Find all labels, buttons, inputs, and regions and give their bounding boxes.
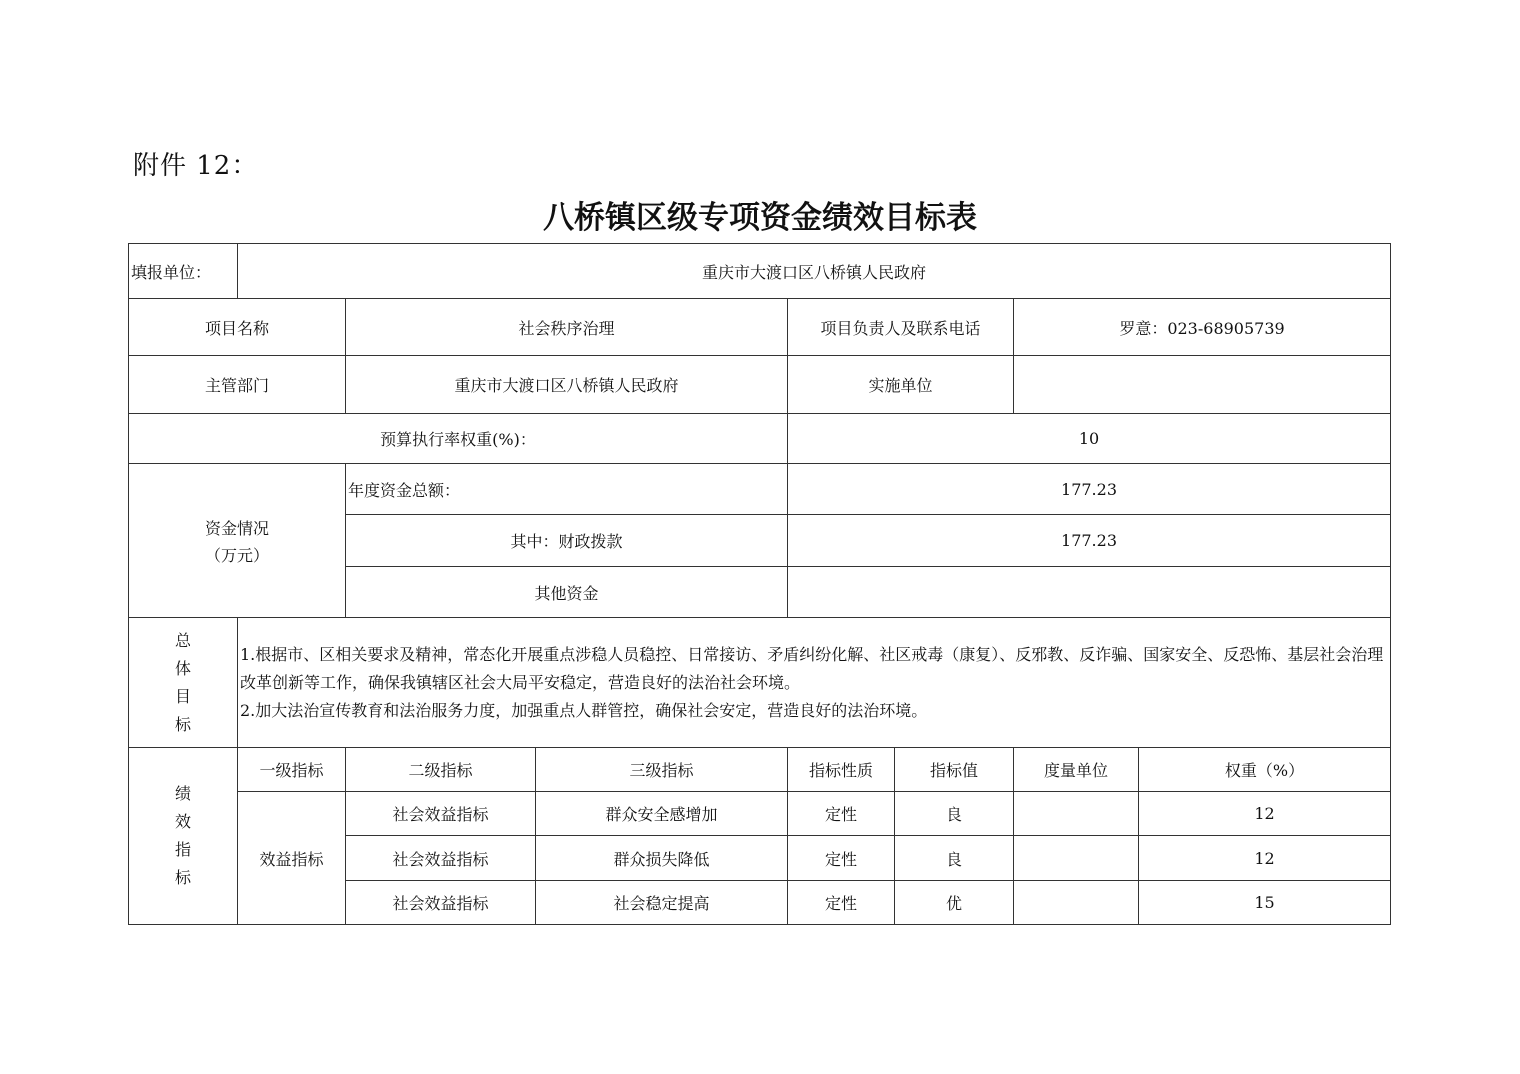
overall-goal-content — [238, 618, 1391, 748]
value-cell: 优 — [895, 881, 1014, 925]
impl-unit-label: 实施单位 — [788, 356, 1014, 414]
funds-label — [129, 464, 346, 618]
header-level2: 二级指标 — [346, 748, 536, 792]
page-title: 八桥镇区级专项资金绩效目标表 — [543, 200, 977, 236]
budget-rate-label: 预算执行率权重(%)： — [129, 414, 788, 464]
dept-value: 重庆市大渡口区八桥镇人民政府 — [346, 356, 788, 414]
nature-cell: 定性 — [788, 792, 895, 836]
header-value: 指标值 — [895, 748, 1014, 792]
fiscal-value: 177.23 — [788, 515, 1391, 567]
header-weight: 权重（%） — [1139, 748, 1391, 792]
reporting-unit-value: 重庆市大渡口区八桥镇人民政府 — [238, 244, 1391, 299]
header-unit: 度量单位 — [1014, 748, 1139, 792]
other-funds-value — [788, 567, 1391, 618]
unit-cell — [1014, 836, 1139, 881]
goal-label-char: 标 — [174, 714, 191, 734]
nature-cell: 定性 — [788, 881, 895, 925]
unit-cell — [1014, 881, 1139, 925]
level3-cell: 社会稳定提高 — [536, 881, 788, 925]
indicator-label-char: 绩 — [174, 784, 191, 803]
impl-unit-value — [1014, 356, 1391, 414]
level2-cell: 社会效益指标 — [346, 836, 536, 881]
goal-label-char: 目 — [174, 686, 191, 706]
contact-label: 项目负责人及联系电话 — [788, 299, 1014, 356]
weight-cell: 15 — [1139, 881, 1391, 925]
indicator-label-char: 指 — [174, 840, 191, 859]
nature-cell: 定性 — [788, 836, 895, 881]
goal-line-2: 2.加大法治宣传教育和法治服务力度，加强重点人群管控，确保社会安定，营造良好的法治环境。 — [240, 700, 928, 720]
annual-total-value: 177.23 — [788, 464, 1391, 515]
level2-cell: 社会效益指标 — [346, 881, 536, 925]
goal-label-char: 总 — [174, 630, 191, 650]
funds-label-line2: （万元） — [204, 545, 269, 565]
funds-label-line1: 资金情况 — [204, 518, 269, 538]
annual-total-label: 年度资金总额： — [346, 464, 788, 515]
dept-label: 主管部门 — [129, 356, 346, 414]
overall-goal-label — [129, 618, 238, 748]
level1-indicator: 效益指标 — [238, 792, 346, 925]
indicator-label-char: 效 — [174, 812, 191, 831]
table-row — [129, 792, 1391, 836]
budget-rate-value: 10 — [788, 414, 1391, 464]
unit-cell — [1014, 792, 1139, 836]
header-level1: 一级指标 — [238, 748, 346, 792]
project-name-label: 项目名称 — [129, 299, 346, 356]
goal-line-1: 1.根据市、区相关要求及精神，常态化开展重点涉稳人员稳控、日常接访、矛盾纠纷化解、社区戒毒（康复）、反邪教、反诈骗、国家安全、反恐怖、基层社会治理改革创新等工作，确保我镇辖区社会大局平安稳定，营造良好的法治社会环境。 — [240, 644, 1384, 692]
level3-cell: 群众安全感增加 — [536, 792, 788, 836]
other-funds-label: 其他资金 — [346, 567, 788, 618]
indicator-label-char: 标 — [174, 868, 191, 887]
level3-cell: 群众损失降低 — [536, 836, 788, 881]
indicators-label — [129, 748, 238, 925]
header-level3: 三级指标 — [536, 748, 788, 792]
level2-cell: 社会效益指标 — [346, 792, 536, 836]
fiscal-label: 其中：财政拨款 — [346, 515, 788, 567]
project-name-value: 社会秩序治理 — [346, 299, 788, 356]
performance-target-table — [128, 243, 1391, 925]
attachment-label: 附件 12： — [133, 151, 259, 181]
weight-cell: 12 — [1139, 836, 1391, 881]
header-nature: 指标性质 — [788, 748, 895, 792]
value-cell: 良 — [895, 792, 1014, 836]
goal-label-char: 体 — [174, 658, 191, 678]
reporting-unit-label: 填报单位： — [129, 244, 238, 299]
weight-cell: 12 — [1139, 792, 1391, 836]
value-cell: 良 — [895, 836, 1014, 881]
contact-value: 罗意：023-68905739 — [1014, 299, 1391, 356]
